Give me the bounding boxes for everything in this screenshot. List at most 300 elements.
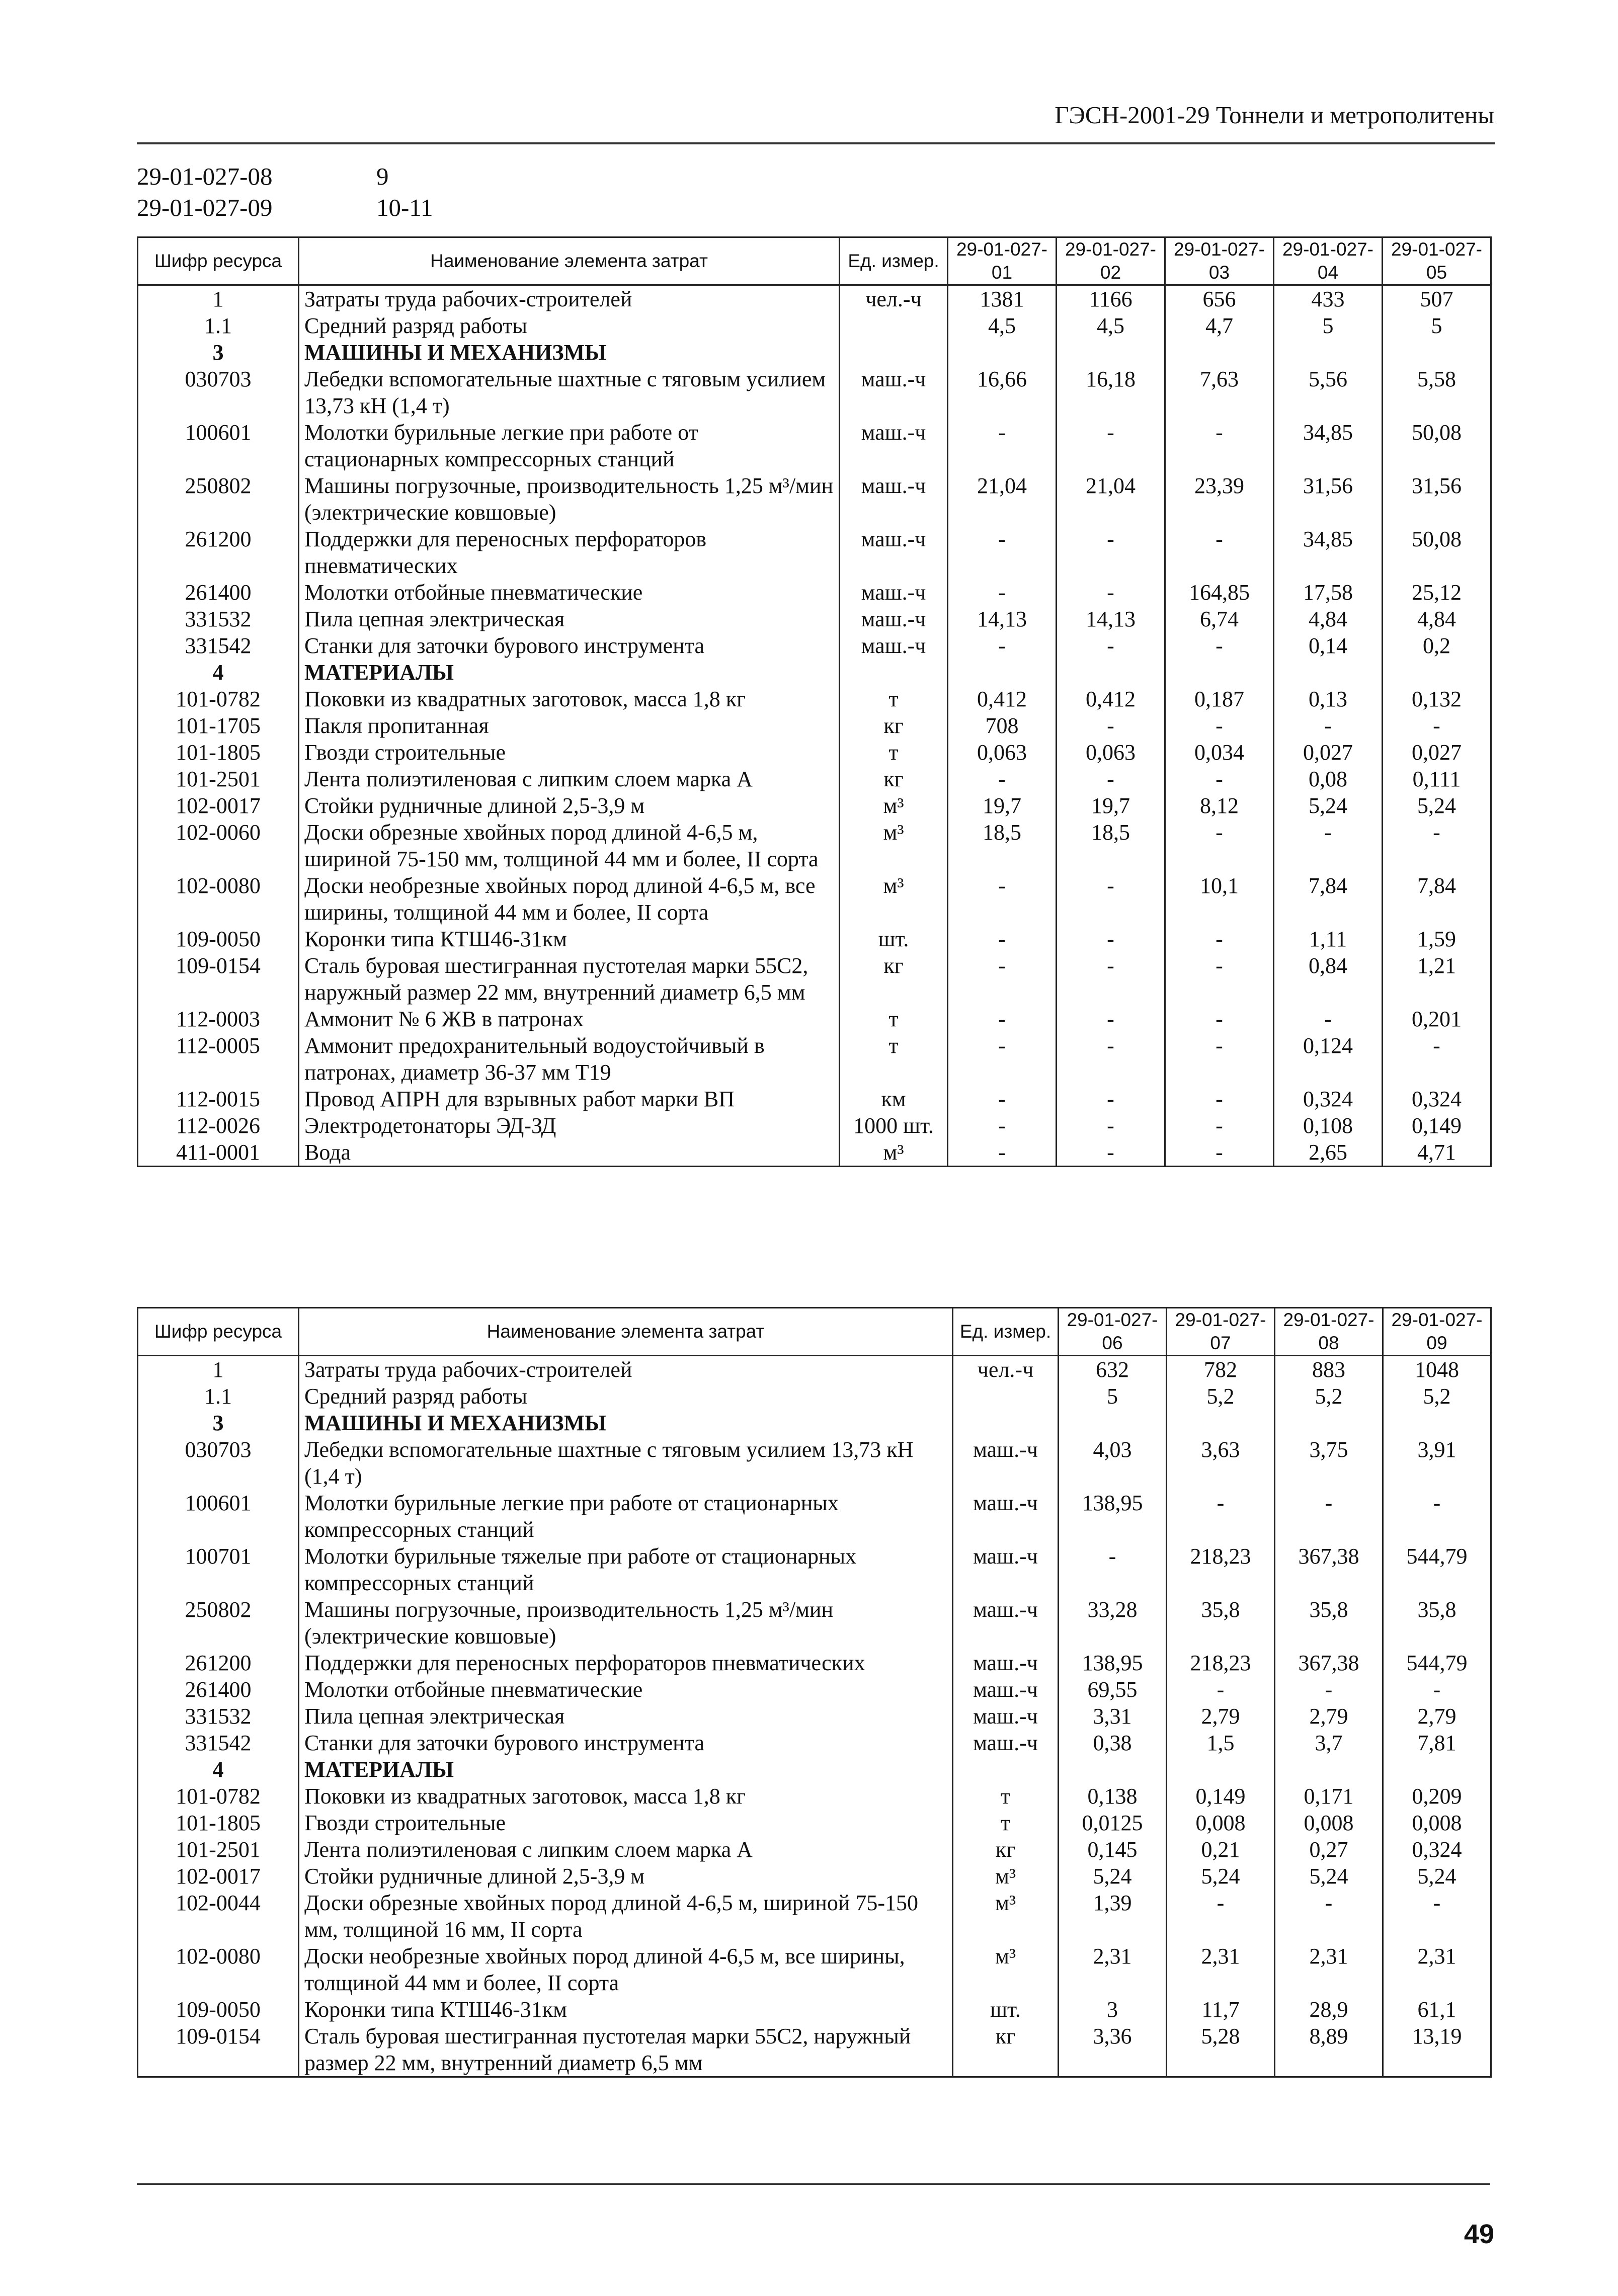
- resource-name-cell: Лента полиэтиленовая с липким слоем марка А: [299, 766, 840, 792]
- table-row: [138, 285, 1491, 313]
- value-cell: -: [948, 1006, 1057, 1032]
- section-row: [138, 659, 1491, 686]
- table-header-row: [138, 237, 1491, 285]
- table-row: [138, 1086, 1491, 1112]
- value-cell: 2,65: [1274, 1139, 1383, 1167]
- value-cell: -: [1057, 579, 1165, 606]
- value-cell: 138,95: [1059, 1490, 1167, 1543]
- value-cell: 33,28: [1059, 1596, 1167, 1650]
- value-cell: 0,21: [1167, 1836, 1275, 1863]
- value-cell: 0,324: [1274, 1086, 1383, 1112]
- table-row: [138, 1596, 1491, 1650]
- resource-name-cell: Сталь буровая шестигранная пустотелая марки 55С2, наружный размер 22 мм, внутренний диаметр 6,5 мм: [299, 952, 840, 1006]
- value-cell: 0,138: [1059, 1783, 1167, 1810]
- value-cell: 0,08: [1274, 766, 1383, 792]
- value-cell: -: [1383, 1676, 1491, 1703]
- resource-name-cell: Машины погрузочные, производительность 1,25 м³/мин (электрические ковшовые): [299, 1596, 953, 1650]
- resource-code-cell: 102-0017: [138, 1863, 299, 1890]
- value-cell: 35,8: [1275, 1596, 1383, 1650]
- resource-code-cell: 101-1805: [138, 739, 299, 766]
- value-cell: 0,027: [1274, 739, 1383, 766]
- table-row: [138, 2023, 1491, 2077]
- value-cell: 5,24: [1275, 1863, 1383, 1890]
- value-cell: -: [1057, 766, 1165, 792]
- value-cell: 3,31: [1059, 1703, 1167, 1730]
- value-cell: 433: [1274, 285, 1383, 313]
- unit-cell: кг: [840, 712, 948, 739]
- section-row: [138, 1410, 1491, 1436]
- resource-name-cell: Лента полиэтиленовая с липким слоем марка А: [299, 1836, 953, 1863]
- value-cell: 5,56: [1274, 366, 1383, 419]
- value-cell: 1,39: [1059, 1890, 1167, 1943]
- value-cell: -: [1165, 766, 1274, 792]
- unit-cell: т: [840, 686, 948, 712]
- value-cell: 17,58: [1274, 579, 1383, 606]
- value-cell: -: [948, 1112, 1057, 1139]
- table-row: [138, 1996, 1491, 2023]
- value-cell: [948, 339, 1057, 366]
- table-row: [138, 926, 1491, 952]
- value-cell: 5,24: [1383, 792, 1491, 819]
- resource-name-cell: Вода: [299, 1139, 840, 1167]
- value-cell: 0,171: [1275, 1783, 1383, 1810]
- value-cell: 883: [1275, 1356, 1383, 1383]
- table-row: [138, 712, 1491, 739]
- value-cell: 1,21: [1383, 952, 1491, 1006]
- resource-name-cell: Молотки бурильные легкие при работе от стационарных компрессорных станций: [299, 1490, 953, 1543]
- value-cell: -: [948, 579, 1057, 606]
- resource-name-cell: МАШИНЫ И МЕХАНИЗМЫ: [299, 1410, 953, 1436]
- value-cell: 31,56: [1274, 472, 1383, 526]
- value-cell: [1383, 1410, 1491, 1436]
- resource-name-cell: Гвозди строительные: [299, 739, 840, 766]
- resource-code-cell: 331542: [138, 632, 299, 659]
- value-cell: [1165, 339, 1274, 366]
- value-cell: 4,03: [1059, 1436, 1167, 1490]
- unit-cell: маш.-ч: [840, 606, 948, 632]
- column-header-unit: Ед. измер.: [840, 237, 948, 285]
- column-header-name: Наименование элемента затрат: [299, 237, 840, 285]
- resource-code-cell: 112-0026: [138, 1112, 299, 1139]
- table-header-row: [138, 1308, 1491, 1356]
- resource-name-cell: Электродетонаторы ЭД-ЗД: [299, 1112, 840, 1139]
- resource-name-cell: Аммонит предохранительный водоустойчивый в патронах, диаметр 36-37 мм Т19: [299, 1032, 840, 1086]
- resource-name-cell: Средний разряд работы: [299, 312, 840, 339]
- value-cell: 50,08: [1383, 526, 1491, 579]
- value-cell: 21,04: [1057, 472, 1165, 526]
- unit-cell: т: [953, 1810, 1059, 1836]
- resource-code-cell: 102-0017: [138, 792, 299, 819]
- value-cell: -: [948, 766, 1057, 792]
- value-cell: 25,12: [1383, 579, 1491, 606]
- value-cell: 2,79: [1167, 1703, 1275, 1730]
- value-cell: 5,58: [1383, 366, 1491, 419]
- unit-cell: маш.-ч: [953, 1436, 1059, 1490]
- unit-cell: м³: [953, 1890, 1059, 1943]
- resource-name-cell: Гвозди строительные: [299, 1810, 953, 1836]
- value-cell: 5: [1274, 312, 1383, 339]
- value-cell: 5,28: [1167, 2023, 1275, 2077]
- value-cell: -: [948, 1139, 1057, 1167]
- resource-name-cell: Станки для заточки бурового инструмента: [299, 1730, 953, 1756]
- value-cell: 0,209: [1383, 1783, 1491, 1810]
- value-cell: [1275, 1756, 1383, 1783]
- value-cell: 4,7: [1165, 312, 1274, 339]
- unit-cell: чел.-ч: [840, 285, 948, 313]
- value-cell: -: [1167, 1676, 1275, 1703]
- value-cell: 1,11: [1274, 926, 1383, 952]
- unit-cell: маш.-ч: [840, 632, 948, 659]
- unit-cell: м³: [840, 792, 948, 819]
- value-cell: [1383, 339, 1491, 366]
- value-cell: -: [948, 926, 1057, 952]
- value-cell: -: [1274, 712, 1383, 739]
- value-cell: 14,13: [948, 606, 1057, 632]
- unit-cell: маш.-ч: [953, 1676, 1059, 1703]
- value-cell: 3,91: [1383, 1436, 1491, 1490]
- table-row: [138, 1436, 1491, 1490]
- value-cell: 7,84: [1383, 872, 1491, 926]
- value-cell: 0,063: [1057, 739, 1165, 766]
- value-cell: -: [1057, 872, 1165, 926]
- value-cell: -: [1057, 1006, 1165, 1032]
- value-cell: -: [1275, 1890, 1383, 1943]
- unit-cell: кг: [953, 1836, 1059, 1863]
- resource-code-cell: 101-0782: [138, 1783, 299, 1810]
- table-row: [138, 872, 1491, 926]
- page-header-title: ГЭСН-2001-29 Тоннели и метрополитены: [1055, 101, 1494, 129]
- unit-cell: маш.-ч: [953, 1596, 1059, 1650]
- norm-code-value: 9: [376, 162, 389, 190]
- value-cell: 3: [1059, 1996, 1167, 2023]
- resource-code-cell: 102-0080: [138, 872, 299, 926]
- value-cell: 50,08: [1383, 419, 1491, 472]
- value-cell: -: [948, 872, 1057, 926]
- table-row: [138, 1783, 1491, 1810]
- table-row: [138, 819, 1491, 872]
- resource-code-cell: 250802: [138, 472, 299, 526]
- resource-name-cell: Провод АПРН для взрывных работ марки ВП: [299, 1086, 840, 1112]
- value-cell: 0,124: [1274, 1032, 1383, 1086]
- resource-name-cell: Доски обрезные хвойных пород длиной 4-6,5 м, шириной 75-150 мм, толщиной 44 мм и более, II сорта: [299, 819, 840, 872]
- value-cell: -: [1165, 1006, 1274, 1032]
- value-cell: 0,008: [1167, 1810, 1275, 1836]
- unit-cell: [840, 339, 948, 366]
- value-cell: 5: [1383, 312, 1491, 339]
- table-row: [138, 792, 1491, 819]
- resource-code-cell: 4: [138, 659, 299, 686]
- value-cell: 544,79: [1383, 1543, 1491, 1596]
- column-header-norm: 29-01-027-06: [1059, 1308, 1167, 1356]
- value-cell: 0,132: [1383, 686, 1491, 712]
- resource-name-cell: МАТЕРИАЛЫ: [299, 1756, 953, 1783]
- resource-code-cell: 102-0080: [138, 1943, 299, 1996]
- value-cell: -: [1165, 1112, 1274, 1139]
- resource-code-cell: 112-0015: [138, 1086, 299, 1112]
- value-cell: 4,84: [1274, 606, 1383, 632]
- resource-name-cell: Пила цепная электрическая: [299, 1703, 953, 1730]
- resource-code-cell: 331532: [138, 606, 299, 632]
- unit-cell: маш.-ч: [840, 472, 948, 526]
- resource-name-cell: Затраты труда рабочих-строителей: [299, 285, 840, 313]
- resource-name-cell: Поддержки для переносных перфораторов пневматических: [299, 526, 840, 579]
- value-cell: -: [948, 1086, 1057, 1112]
- value-cell: 367,38: [1275, 1650, 1383, 1676]
- table-row: [138, 1490, 1491, 1543]
- value-cell: -: [1057, 712, 1165, 739]
- value-cell: 2,31: [1275, 1943, 1383, 1996]
- unit-cell: [953, 1383, 1059, 1410]
- value-cell: 4,5: [948, 312, 1057, 339]
- table-row: [138, 1112, 1491, 1139]
- value-cell: 218,23: [1167, 1650, 1275, 1676]
- value-cell: 5,2: [1167, 1383, 1275, 1410]
- value-cell: 6,74: [1165, 606, 1274, 632]
- unit-cell: [953, 1410, 1059, 1436]
- resource-code-cell: 411-0001: [138, 1139, 299, 1167]
- value-cell: -: [1165, 419, 1274, 472]
- table-row: [138, 1890, 1491, 1943]
- value-cell: -: [1165, 632, 1274, 659]
- table-row: [138, 419, 1491, 472]
- table-row: [138, 312, 1491, 339]
- value-cell: [1057, 659, 1165, 686]
- resource-name-cell: Аммонит № 6 ЖВ в патронах: [299, 1006, 840, 1032]
- value-cell: -: [948, 526, 1057, 579]
- value-cell: 18,5: [1057, 819, 1165, 872]
- value-cell: 0,412: [948, 686, 1057, 712]
- value-cell: 8,89: [1275, 2023, 1383, 2077]
- table-row: [138, 686, 1491, 712]
- value-cell: 544,79: [1383, 1650, 1491, 1676]
- value-cell: -: [1165, 1139, 1274, 1167]
- value-cell: 16,66: [948, 366, 1057, 419]
- unit-cell: маш.-ч: [953, 1490, 1059, 1543]
- value-cell: 14,13: [1057, 606, 1165, 632]
- column-header-norm: 29-01-027-09: [1383, 1308, 1491, 1356]
- value-cell: 2,79: [1383, 1703, 1491, 1730]
- value-cell: -: [1165, 1086, 1274, 1112]
- value-cell: -: [948, 1032, 1057, 1086]
- unit-cell: т: [840, 1032, 948, 1086]
- value-cell: 3,75: [1275, 1436, 1383, 1490]
- resource-name-cell: Молотки бурильные тяжелые при работе от стационарных компрессорных станций: [299, 1543, 953, 1596]
- value-cell: 35,8: [1383, 1596, 1491, 1650]
- resource-code-cell: 100701: [138, 1543, 299, 1596]
- norm-code-value: 10-11: [376, 194, 433, 221]
- value-cell: -: [1165, 926, 1274, 952]
- resource-name-cell: Машины погрузочные, производительность 1,25 м³/мин (электрические ковшовые): [299, 472, 840, 526]
- resource-name-cell: Пила цепная электрическая: [299, 606, 840, 632]
- unit-cell: кг: [840, 952, 948, 1006]
- value-cell: 2,31: [1059, 1943, 1167, 1996]
- resource-code-cell: 112-0005: [138, 1032, 299, 1086]
- resource-name-cell: Коронки типа КТШ46-31км: [299, 926, 840, 952]
- resource-code-cell: 030703: [138, 1436, 299, 1490]
- table-row: [138, 1676, 1491, 1703]
- value-cell: 5,24: [1274, 792, 1383, 819]
- value-cell: -: [1059, 1543, 1167, 1596]
- value-cell: 7,63: [1165, 366, 1274, 419]
- table-row: [138, 1810, 1491, 1836]
- value-cell: -: [1383, 1490, 1491, 1543]
- resource-code-cell: 250802: [138, 1596, 299, 1650]
- resource-name-cell: Молотки отбойные пневматические: [299, 1676, 953, 1703]
- column-header-norm: 29-01-027-07: [1167, 1308, 1275, 1356]
- value-cell: 0,324: [1383, 1086, 1491, 1112]
- value-cell: 34,85: [1274, 419, 1383, 472]
- value-cell: 708: [948, 712, 1057, 739]
- value-cell: 367,38: [1275, 1543, 1383, 1596]
- value-cell: -: [1275, 1490, 1383, 1543]
- value-cell: 656: [1165, 285, 1274, 313]
- value-cell: 0,145: [1059, 1836, 1167, 1863]
- resource-code-cell: 109-0154: [138, 952, 299, 1006]
- resource-name-cell: Коронки типа КТШ46-31км: [299, 1996, 953, 2023]
- unit-cell: маш.-ч: [953, 1730, 1059, 1756]
- unit-cell: т: [840, 739, 948, 766]
- unit-cell: маш.-ч: [840, 526, 948, 579]
- section-row: [138, 339, 1491, 366]
- resource-code-cell: 100601: [138, 419, 299, 472]
- value-cell: 0,27: [1275, 1836, 1383, 1863]
- value-cell: 31,56: [1383, 472, 1491, 526]
- value-cell: 35,8: [1167, 1596, 1275, 1650]
- value-cell: [1165, 659, 1274, 686]
- table-row: [138, 952, 1491, 1006]
- value-cell: 5,24: [1383, 1863, 1491, 1890]
- unit-cell: кг: [953, 2023, 1059, 2077]
- value-cell: 5: [1059, 1383, 1167, 1410]
- resource-code-cell: 112-0003: [138, 1006, 299, 1032]
- value-cell: [1275, 1410, 1383, 1436]
- value-cell: 2,79: [1275, 1703, 1383, 1730]
- resource-name-cell: Затраты труда рабочих-строителей: [299, 1356, 953, 1383]
- unit-cell: м³: [953, 1863, 1059, 1890]
- unit-cell: маш.-ч: [840, 579, 948, 606]
- value-cell: 11,7: [1167, 1996, 1275, 2023]
- value-cell: -: [1274, 1006, 1383, 1032]
- table-row: [138, 1943, 1491, 1996]
- value-cell: [1059, 1410, 1167, 1436]
- norm-code: 29-01-027-08: [137, 162, 273, 190]
- resource-table-2: [137, 1307, 1492, 2078]
- value-cell: 0,008: [1275, 1810, 1383, 1836]
- value-cell: 13,19: [1383, 2023, 1491, 2077]
- value-cell: 1,59: [1383, 926, 1491, 952]
- resource-code-cell: 100601: [138, 1490, 299, 1543]
- resource-code-cell: 1: [138, 1356, 299, 1383]
- value-cell: -: [1167, 1490, 1275, 1543]
- value-cell: 0,14: [1274, 632, 1383, 659]
- value-cell: 3,7: [1275, 1730, 1383, 1756]
- value-cell: [948, 659, 1057, 686]
- value-cell: 2,31: [1167, 1943, 1275, 1996]
- table-row: [138, 1730, 1491, 1756]
- value-cell: -: [1383, 1890, 1491, 1943]
- resource-code-cell: 261400: [138, 579, 299, 606]
- column-header-norm: 29-01-027-04: [1274, 237, 1383, 285]
- table-row: [138, 739, 1491, 766]
- value-cell: -: [1275, 1676, 1383, 1703]
- resource-code-cell: 101-2501: [138, 766, 299, 792]
- resource-name-cell: Стойки рудничные длиной 2,5-3,9 м: [299, 792, 840, 819]
- table-row: [138, 1032, 1491, 1086]
- value-cell: 10,1: [1165, 872, 1274, 926]
- bottom-rule: [137, 2183, 1490, 2185]
- column-header-norm: 29-01-027-02: [1057, 237, 1165, 285]
- value-cell: -: [948, 419, 1057, 472]
- resource-code-cell: 331542: [138, 1730, 299, 1756]
- resource-name-cell: Средний разряд работы: [299, 1383, 953, 1410]
- value-cell: 0,108: [1274, 1112, 1383, 1139]
- value-cell: 4,5: [1057, 312, 1165, 339]
- value-cell: [1274, 659, 1383, 686]
- column-header-norm: 29-01-027-08: [1275, 1308, 1383, 1356]
- table-row: [138, 1356, 1491, 1383]
- value-cell: 0,027: [1383, 739, 1491, 766]
- page-number: 49: [1464, 2219, 1494, 2249]
- value-cell: -: [1167, 1890, 1275, 1943]
- norm-code: 29-01-027-09: [137, 194, 273, 221]
- column-header-norm: 29-01-027-05: [1383, 237, 1491, 285]
- value-cell: 5,2: [1383, 1383, 1491, 1410]
- table-row: [138, 1543, 1491, 1596]
- table-row: [138, 766, 1491, 792]
- unit-cell: чел.-ч: [953, 1356, 1059, 1383]
- resource-code-cell: 101-2501: [138, 1836, 299, 1863]
- table-row: [138, 1383, 1491, 1410]
- value-cell: 0,38: [1059, 1730, 1167, 1756]
- value-cell: -: [1165, 952, 1274, 1006]
- resource-name-cell: Поковки из квадратных заготовок, масса 1,8 кг: [299, 686, 840, 712]
- resource-name-cell: Доски необрезные хвойных пород длиной 4-6,5 м, все ширины, толщиной 44 мм и более, II сорта: [299, 872, 840, 926]
- value-cell: 0,034: [1165, 739, 1274, 766]
- value-cell: 0,84: [1274, 952, 1383, 1006]
- unit-cell: [840, 312, 948, 339]
- table-row: [138, 1006, 1491, 1032]
- value-cell: 632: [1059, 1356, 1167, 1383]
- value-cell: 18,5: [948, 819, 1057, 872]
- value-cell: -: [1383, 819, 1491, 872]
- unit-cell: шт.: [953, 1996, 1059, 2023]
- value-cell: -: [1057, 1086, 1165, 1112]
- column-header-code: Шифр ресурса: [138, 1308, 299, 1356]
- value-cell: -: [1057, 952, 1165, 1006]
- unit-cell: км: [840, 1086, 948, 1112]
- resource-name-cell: Поковки из квадратных заготовок, масса 1,8 кг: [299, 1783, 953, 1810]
- resource-name-cell: Стойки рудничные длиной 2,5-3,9 м: [299, 1863, 953, 1890]
- resource-code-cell: 331532: [138, 1703, 299, 1730]
- value-cell: 1048: [1383, 1356, 1491, 1383]
- value-cell: -: [1165, 819, 1274, 872]
- value-cell: 0,008: [1383, 1810, 1491, 1836]
- table-row: [138, 632, 1491, 659]
- value-cell: 0,0125: [1059, 1810, 1167, 1836]
- unit-cell: м³: [840, 872, 948, 926]
- resource-name-cell: Станки для заточки бурового инструмента: [299, 632, 840, 659]
- value-cell: 2,31: [1383, 1943, 1491, 1996]
- column-header-norm: 29-01-027-01: [948, 237, 1057, 285]
- value-cell: -: [1057, 1139, 1165, 1167]
- resource-code-cell: 3: [138, 1410, 299, 1436]
- unit-cell: [953, 1756, 1059, 1783]
- value-cell: [1167, 1756, 1275, 1783]
- resource-name-cell: Лебедки вспомогательные шахтные с тяговым усилием 13,73 кН (1,4 т): [299, 1436, 953, 1490]
- resource-name-cell: МАТЕРИАЛЫ: [299, 659, 840, 686]
- value-cell: 0,149: [1383, 1112, 1491, 1139]
- unit-cell: шт.: [840, 926, 948, 952]
